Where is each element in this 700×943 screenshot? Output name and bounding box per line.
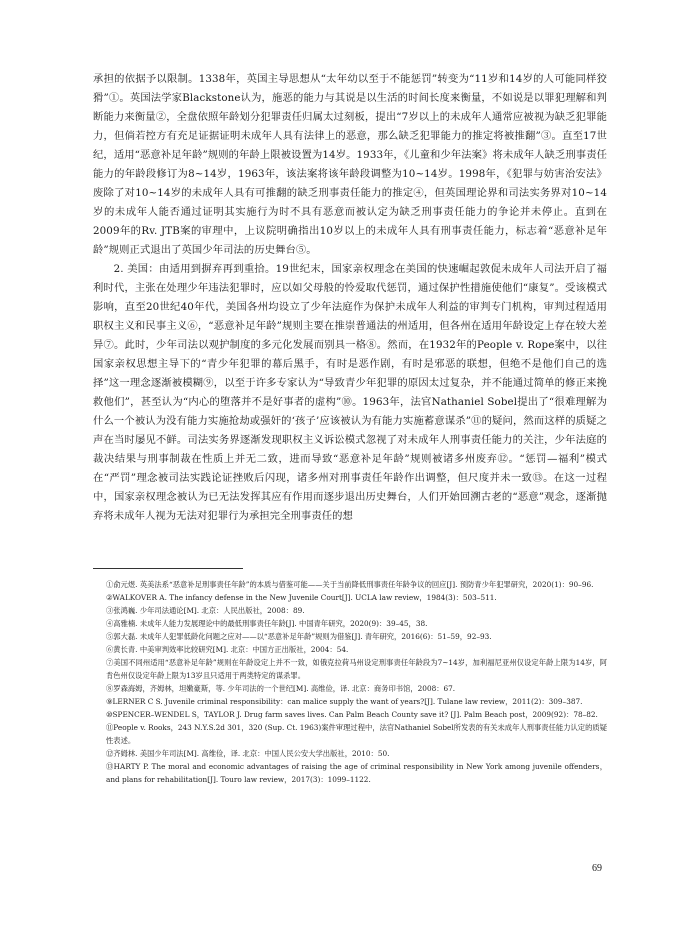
footnotes <box>93 578 607 786</box>
footnote: ①俞元煜. 英美法系“恶意补足刑事责任年龄”的本质与借鉴可能——关于当前降低刑事责任年龄争议的回应[J]. 预防青少年犯罪研究，2020(1)：90–96. <box>106 580 594 589</box>
body-paragraph: 2. 美国：由适用到摒弃再到重拾。19世纪末，国家亲权理念在美国的快速崛起敦促未成年人司法开启了福利时代，主张在处理少年违法犯罪时，应以如父母般的怜爱取代惩罚，通过保护性措施使他们“康复”。受该模式影响，直至20世纪40年代，美国各州均设立了少年法庭作为保护未成年人利益的审判专门机构，审判过程适用职权主义和民事主义⑥，“恶意补足年龄”规则主要在推崇普通法的州适用，但各州在适用年龄设定上存在较大差异⑦。此时，少年司法以观护制度的多元化发展而别具一格⑧。然而，在1932年的People v. Rope案中，以往国家亲权思想主导下的“青少年犯罪的幕后黑手，有时是恶作剧，有时是邪恶的联想，但绝不是他们自己的选择”这一理念逐渐被模糊⑨，以至于许多专家认为“导致青少年犯罪的原因太过复杂，并不能通过简单的修正来挽救他们”，甚至认为“内心的堕落并不是好事者的虚构”⑩。1963年，法官Nathaniel Sobel提出了“很难理解为什么一个被认为没有能力实施抢劫或强奸的‘孩子’应该被认为有能力实施蓄意谋杀”⑪的疑问，然而这样的质疑之声在当时屡见不鲜。司法实务界逐渐发现职权主义诉讼模式忽视了对未成年人刑事责任能力的关注，少年法庭的裁决结果与刑事制裁在性质上并无二致，进而导致“恶意补足年龄”规则被诸多州废弃⑫。“惩罚—福利”模式在“严罚”理念被司法实践论证挫败后闪现，诸多州对刑事责任年龄作出调整，但尺度并未一致⑬。在这一过程中，国家亲权理念被认为已无法发挥其应有作用而逐步退出历史舞台，人们开始回溯古老的“恶意”观念，逐渐抛弃将未成年人视为无法对犯罪行为承担完全刑事责任的想 <box>93 263 607 522</box>
body-paragraph: 承担的依据予以限制。1338年，英国主导思想从“太年幼以至于不能惩罚”转变为“11岁和14岁的人可能同样狡猾”①。英国法学家Blackstone认为，施恶的能力与其说是以生活的时间长度来衡量，不如说是以罪犯理解和判断能力来衡量②，全盘依照年龄划分犯罪责任归属太过刻板，提出“7岁以上的未成年人通常应被视为缺乏犯罪能力，但倘若控方有充足证据证明未成年人具有法律上的恶意，那么缺乏犯罪能力的推定将被推翻”③。直至17世纪，适用“恶意补足年龄”规则的年龄上限被设置为14岁。1933年，《儿童和少年法案》将未成年人缺乏刑事责任能力的年龄段修订为8~14岁，1963年，该法案将该年龄段调整为10~14岁。1998年，《犯罪与妨害治安法》废除了对10~14岁的未成年人具有可推翻的缺乏刑事责任能力的推定④，但英国理论界和司法实务界对10~14岁的未成年人能否通过证明其实施行为时不具有恶意而被认定为缺乏刑事责任能力的争论并未停止。直到在2009年的Rv. JTB案的审理中，上议院明确指出10岁以上的未成年人具有刑事责任能力，标志着“恶意补足年龄”规则正式退出了英国少年司法的历史舞台⑤。 <box>93 73 607 256</box>
footnote: ⑬HARTY P. The moral and economic advantages of raising the age of criminal responsibility in New York among juvenile offenders，and plans for rehabilitation[J]. Touro law review，2017(3)：1099–1122. <box>106 762 607 784</box>
main-body <box>93 70 607 526</box>
footnote: ⑪People v. Rooks，243 N.Y.S.2d 301，320 (Sup. Ct. 1963)案件审理过程中，法官Nathaniel Sobel所发表的有关未成年人刑事责任能力认定的质疑性表述。 <box>106 723 607 745</box>
footnote: ②WALKOVER A. The infancy defense in the New Juvenile Court[J]. UCLA law review，1984(3)：503–511. <box>106 593 497 602</box>
footnote: ⑨LERNER C S. Juvenile criminal responsibility：can malice supply the want of years?[J]. Tulane law review，2011(2)：309–387. <box>106 697 583 706</box>
footnote: ④高雅楠. 未成年人能力发展理论中的最低刑事责任年龄[J]. 中国青年研究，2020(9)：39–45，38. <box>106 619 428 628</box>
footnote-divider <box>93 568 243 569</box>
footnote: ⑩SPENCER–WENDEL S，TAYLOR J. Drug farm saves lives. Can Palm Beach County save it? [J]. Palm Beach post，2009(92)：78–82. <box>106 710 598 719</box>
footnote: ⑥黄长青. 中美审判效率比较研究[M]. 北京：中国方正出版社，2004：54. <box>106 645 349 654</box>
footnote: ⑤郭大磊. 未成年人犯罪低龄化问题之应对——以“恶意补足年龄”规则为借鉴[J]. 青年研究，2016(6)：51–59，92–93. <box>106 632 492 641</box>
footnote: ③张鸿巍. 少年司法通论[M]. 北京：人民出版社，2008：89. <box>106 606 305 615</box>
footnote: ⑧罗森海姆，齐姆林，坦嫩豪斯，等. 少年司法的一个世纪[M]. 高维俭，译. 北京：商务印书馆，2008：67. <box>106 684 456 693</box>
page-number: 69 <box>592 863 602 874</box>
footnote: ⑫齐姆林. 美国少年司法[M]. 高维俭，译. 北京：中国人民公安大学出版社，2010：50. <box>106 749 390 758</box>
footnote: ⑦美国不同州适用“恶意补足年龄”规则在年龄设定上并不一致，如俄克拉荷马州设定刑事责任年龄段为7~14岁，加利福尼亚州仅设定年龄上限为14岁，阿肯色州仅设定年龄上限为13岁且只适用于两类特定的谋杀罪。 <box>106 658 607 680</box>
